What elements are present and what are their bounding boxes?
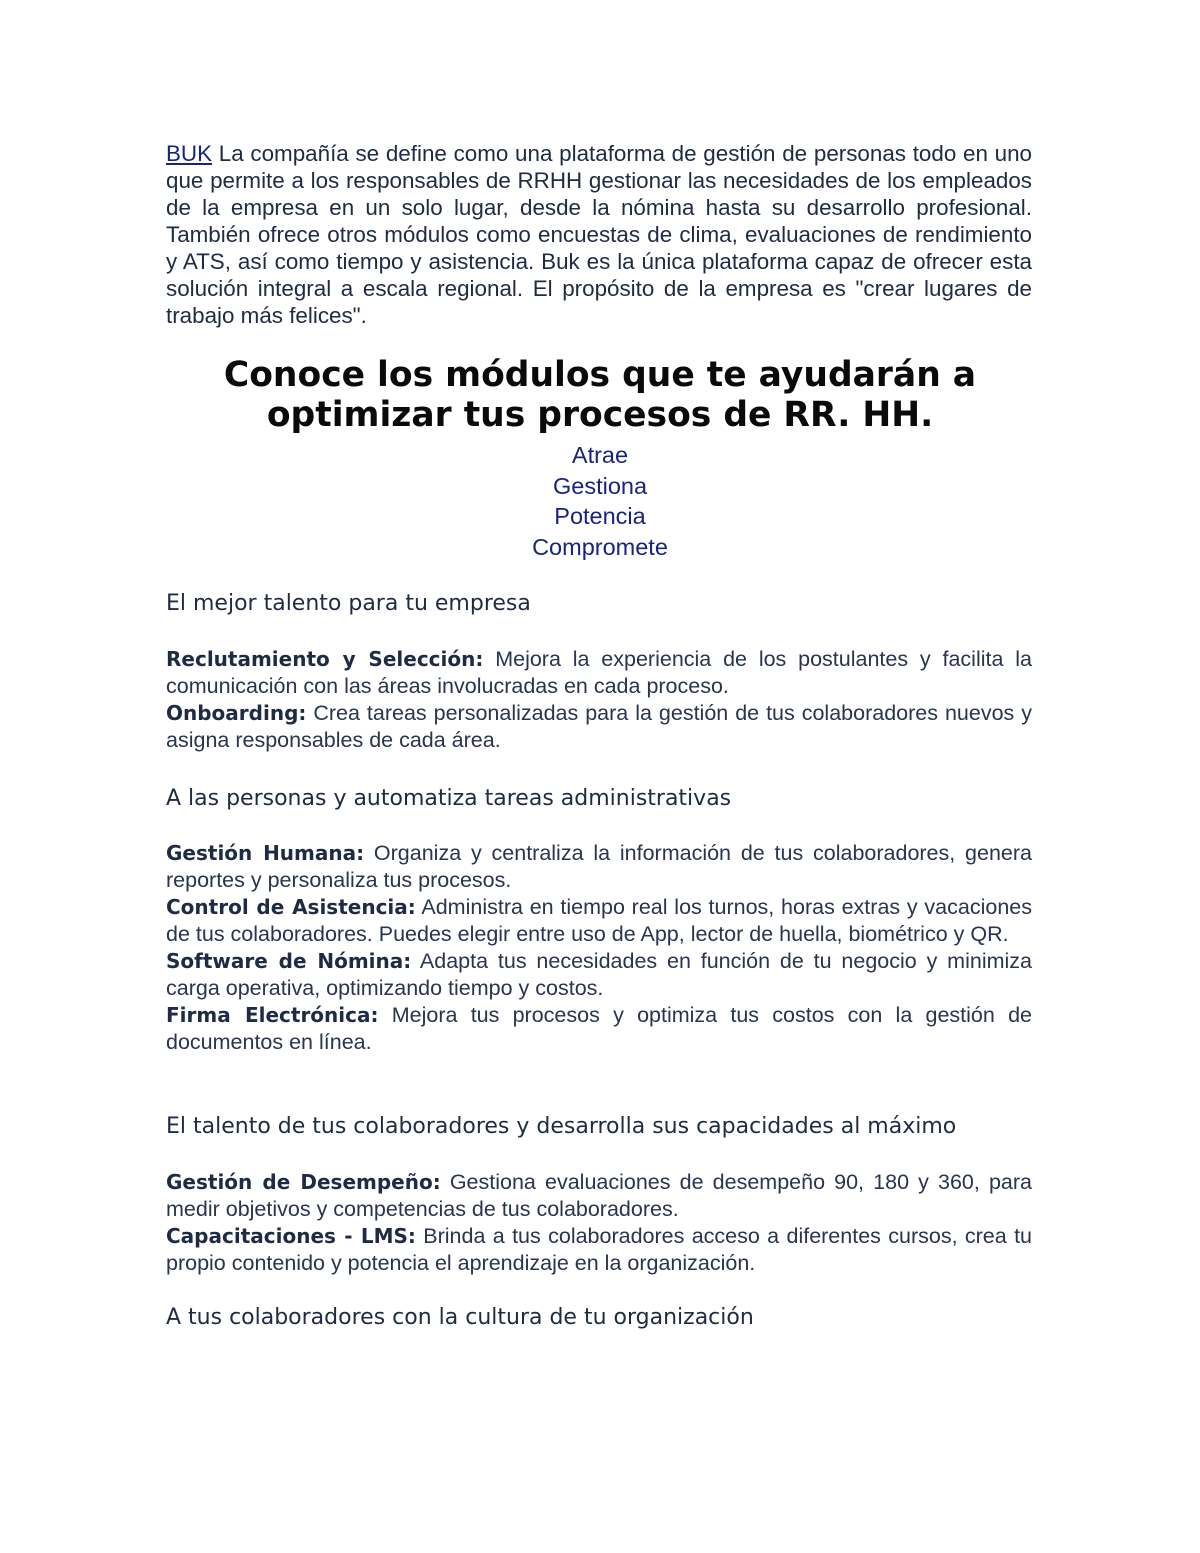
module-item [166, 646, 1032, 700]
module-label: Gestión de Desempeño: [166, 1170, 441, 1194]
module-label: Gestión Humana: [166, 841, 365, 865]
page-heading [150, 355, 1050, 435]
module-description: Crea tareas personalizadas para la gestión de tus colaboradores nuevos y asigna responsables de cada área. [166, 701, 1032, 752]
intro-text: La compañía se define como una plataforma de gestión de personas todo en uno que permite a los responsables de RRHH gestionar las necesidades de los empleados de la empresa en un solo lugar, desde la nómina hasta su desarrollo profesional. También ofrece otros módulos como encuestas de clima, evaluaciones de rendimiento y ATS, así como tiempo y asistencia. Buk es la única plataforma capaz de ofrecer esta solución integral a escala regional. El propósito de la empresa es "crear lugares de trabajo más felices". [166, 141, 1032, 328]
module-label: Capacitaciones - LMS: [166, 1224, 416, 1248]
section-body-talento [166, 646, 1032, 754]
section-title-cultura: A tus colaboradores con la cultura de tu organización [166, 1305, 754, 1330]
module-description: Gestiona evaluaciones de desempeño 90, 180 y 360, para medir objetivos y competencias de tus colaboradores. [166, 1170, 1033, 1221]
module-item [166, 700, 1032, 754]
module-item [166, 1002, 1032, 1056]
module-description: Administra en tiempo real los turnos, horas extras y vacaciones de tus colaboradores. Puedes elegir entre uso de App, lector de huella, biométrico y QR. [166, 895, 1032, 946]
section-body-desarrollo [166, 1169, 1032, 1277]
module-description: Brinda a tus colaboradores acceso a diferentes cursos, crea tu propio contenido y potencia el aprendizaje en la organización. [166, 1224, 1032, 1275]
module-label: Reclutamiento y Selección: [166, 647, 484, 671]
tag-atrae: Atrae [571, 442, 629, 468]
module-tags [400, 440, 800, 562]
section-body-personas [166, 840, 1032, 1056]
module-item [166, 1223, 1032, 1277]
intro-paragraph [166, 140, 1032, 329]
module-description: Mejora la experiencia de los postulantes y facilita la comunicación con las áreas involucradas en cada proceso. [166, 647, 1032, 698]
module-label: Software de Nómina: [166, 949, 412, 973]
module-item [166, 948, 1032, 1002]
module-description: Organiza y centraliza la información de tus colaboradores, genera reportes y personaliza tus procesos. [166, 841, 1032, 892]
module-label: Control de Asistencia: [166, 895, 416, 919]
module-description: Adapta tus necesidades en función de tu negocio y minimiza carga operativa, optimizando tiempo y costos. [166, 949, 1032, 1000]
module-item [166, 1169, 1032, 1223]
heading-line-1: Conoce los módulos que te ayudarán a [223, 355, 977, 395]
module-label: Firma Electrónica: [166, 1003, 379, 1027]
module-item [166, 894, 1032, 948]
tag-compromete: Compromete [532, 533, 668, 560]
heading-line-2: optimizar tus procesos de RR. HH. [266, 395, 934, 435]
module-label: Onboarding: [166, 701, 307, 725]
tag-gestiona: Gestiona [552, 472, 648, 499]
module-description: Mejora tus procesos y optimiza tus costos con la gestión de documentos en línea. [166, 1003, 1032, 1054]
tag-potencia: Potencia [554, 503, 646, 529]
module-item [166, 840, 1032, 894]
brand-name: BUK [166, 141, 213, 166]
section-title-desarrollo: El talento de tus colaboradores y desarrolla sus capacidades al máximo [166, 1114, 957, 1139]
section-title-talento: El mejor talento para tu empresa [166, 591, 531, 616]
section-title-personas: A las personas y automatiza tareas administrativas [166, 786, 732, 811]
